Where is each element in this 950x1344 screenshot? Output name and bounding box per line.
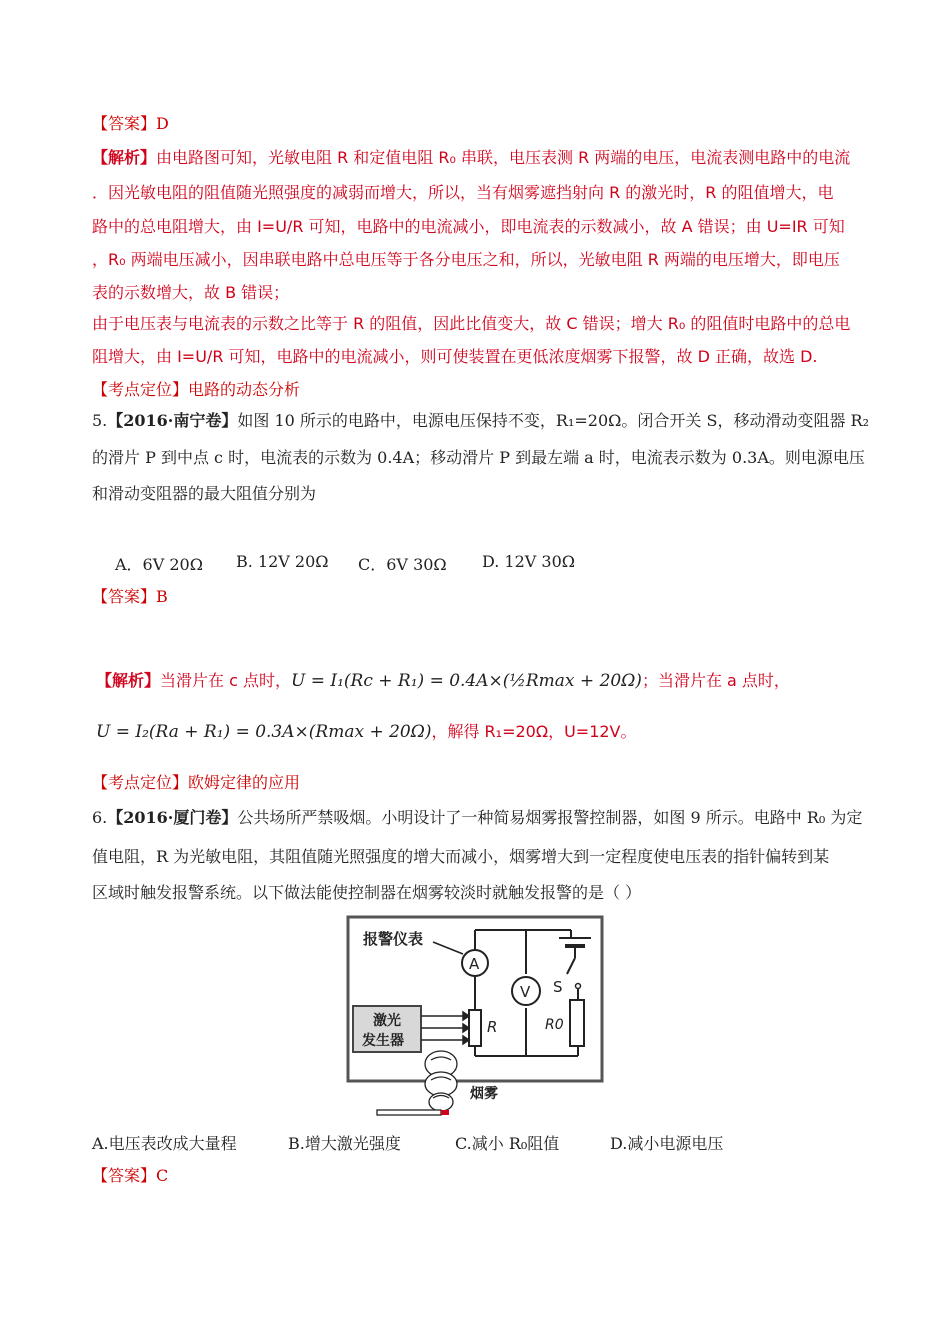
laser-beams bbox=[421, 1012, 469, 1044]
cigarette bbox=[377, 1110, 441, 1115]
q4-answer-label: 【答案】 bbox=[92, 114, 157, 133]
q5-option-a: A．6V 20Ω bbox=[115, 555, 204, 574]
q6-option-b: B.增大激光强度 bbox=[288, 1134, 401, 1153]
voltmeter-label: V bbox=[520, 983, 531, 1001]
q5-analysis-line-1: 【解析】当滑片在 c 点时，U = I₁(Rc + R₁) = 0.4A×(½Rmax + 20Ω)；当滑片在 a 点时， bbox=[96, 671, 790, 691]
q6-num: 6. bbox=[92, 808, 108, 827]
alarm-label: 报警仪表 bbox=[363, 930, 424, 948]
q5-formula-1: U = I₁(Rc + R₁) = 0.4A×(½Rmax + 20Ω) bbox=[291, 671, 642, 691]
q5-stem-line-3: 和滑动变阻器的最大阻值分别为 bbox=[92, 484, 317, 503]
q5-option-c: C．6V 30Ω bbox=[358, 555, 447, 574]
resistor-r0 bbox=[570, 1000, 584, 1046]
q5-answer bbox=[92, 587, 168, 607]
q4-answer bbox=[92, 114, 169, 134]
smoke-label: 烟雾 bbox=[470, 1086, 498, 1102]
q5-stem-line-1: 5.【2016·南宁卷】如图 10 所示的电路中，电源电压保持不变，R₁=20Ω。闭合开关 S，移动滑动变阻器 R₂ bbox=[92, 411, 869, 430]
q5-kaodian-label: 【考点定位】 bbox=[92, 773, 189, 792]
smoke-icon bbox=[425, 1051, 457, 1111]
svg-text:激光: 激光 bbox=[373, 1013, 401, 1029]
q5-option-b: B. 12V 20Ω bbox=[236, 552, 329, 571]
switch-blade bbox=[567, 958, 575, 974]
q5-stem-line-2: 的滑片 P 到中点 c 时，电流表的示数为 0.4A；移动滑片 P 到最左端 a 时，电流表示数为 0.3A。则电源电压 bbox=[92, 448, 865, 467]
q4-analysis-label: 【解析】 bbox=[92, 148, 157, 167]
q5-num: 5. bbox=[92, 411, 108, 430]
q4-analysis-line-3: 路中的总电阻增大，由 I=U/R 可知，电路中的电流减小，即电流表的示数减小，故 A 错误；由 U=IR 可知 bbox=[92, 217, 845, 236]
q5-formula-2: U = I₂(Ra + R₁) = 0.3A×(Rmax + 20Ω) bbox=[96, 722, 432, 742]
q4-kaodian-value: 电路的动态分析 bbox=[188, 380, 301, 399]
q5-option-d: D. 12V 30Ω bbox=[482, 552, 576, 571]
q4-analysis-line-4: ，R₀ 两端电压减小，因串联电路中总电压等于各分电压之和，所以，光敏电阻 R 两端的电压增大，即电压 bbox=[92, 250, 840, 269]
ammeter-label: A bbox=[469, 955, 480, 973]
q6-option-d: D.减小电源电压 bbox=[610, 1134, 724, 1153]
q6-source: 【2016·厦门卷】 bbox=[107, 808, 238, 827]
q6-circuit-figure bbox=[345, 914, 607, 1120]
q5-answer-value: B bbox=[156, 587, 168, 606]
q5-analysis-label: 【解析】 bbox=[96, 671, 161, 690]
resistor-r0-label: R0 bbox=[545, 1017, 564, 1033]
q4-analysis-line-6: 由于电压表与电流表的示数之比等于 R 的阻值，因此比值变大，故 C 错误；增大 R₀ 的阻值时电路中的总电 bbox=[92, 314, 851, 333]
q6-stem-line-2: 值电阻，R 为光敏电阻，其阻值随光照强度的增大而减小，烟雾增大到一定程度使电压表的指针偏转到某 bbox=[92, 847, 830, 866]
q5-analysis-line-2: U = I₂(Ra + R₁) = 0.3A×(Rmax + 20Ω)，解得 R₁=20Ω，U=12V。 bbox=[96, 722, 637, 742]
q6-option-a: A.电压表改成大量程 bbox=[92, 1134, 237, 1153]
q4-analysis-line-7: 阻增大，由 I=U/R 可知，电路中的电流减小，则可使装置在更低浓度烟雾下报警，故 D 正确，故选 D. bbox=[92, 347, 818, 366]
q6-stem-line-3: 区域时触发报警系统。以下做法能使控制器在烟雾较淡时就触发报警的是（ ） bbox=[92, 883, 642, 902]
q5-answer-label: 【答案】 bbox=[92, 587, 157, 606]
svg-text:发生器: 发生器 bbox=[362, 1033, 404, 1049]
photoresistor-label: R bbox=[487, 1018, 498, 1036]
q6-answer-value: C bbox=[156, 1166, 169, 1185]
q6-answer bbox=[92, 1166, 168, 1186]
switch-label: S bbox=[553, 978, 563, 996]
q5-kaodian bbox=[92, 773, 300, 793]
q4-analysis-line-5: 表的示数增大，故 B 错误； bbox=[92, 283, 290, 302]
q4-kaodian bbox=[92, 380, 300, 400]
q5-source: 【2016·南宁卷】 bbox=[107, 411, 238, 430]
q5-kaodian-value: 欧姆定律的应用 bbox=[188, 773, 301, 792]
q4-analysis-line-1: 【解析】由电路图可知，光敏电阻 R 和定值电阻 R₀ 串联，电压表测 R 两端的电压，电流表测电路中的电流 bbox=[92, 148, 851, 167]
q6-option-c: C.减小 R₀阻值 bbox=[455, 1134, 560, 1153]
q6-stem-line-1: 6.【2016·厦门卷】公共场所严禁吸烟。小明设计了一种简易烟雾报警控制器，如图 9 所示。电路中 R₀ 为定 bbox=[92, 808, 863, 827]
cigarette-tip bbox=[441, 1110, 449, 1115]
q6-answer-label: 【答案】 bbox=[92, 1166, 157, 1185]
q4-answer-value: D bbox=[156, 114, 169, 133]
q4-analysis-line-2: ．因光敏电阻的阻值随光照强度的减弱而增大，所以，当有烟雾遮挡射向 R 的激光时，R 的阻值增大，电 bbox=[92, 183, 834, 202]
photoresistor-r bbox=[469, 1010, 481, 1046]
q4-kaodian-label: 【考点定位】 bbox=[92, 380, 189, 399]
